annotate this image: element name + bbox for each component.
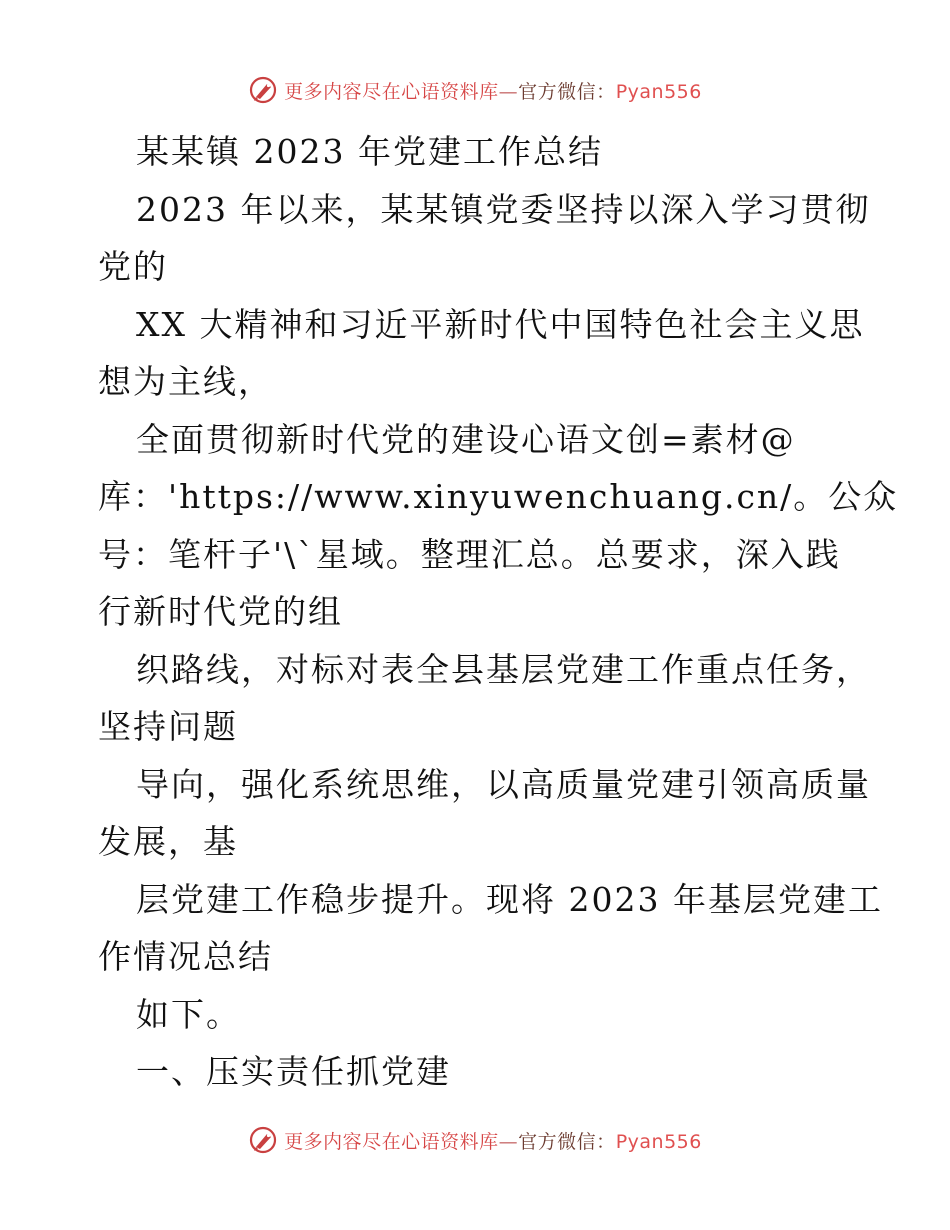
pen-nib-logo-icon [248, 1125, 278, 1155]
header-watermark [0, 70, 950, 110]
paragraph-line: 层党建工作稳步提升。现将 2023 年基层党建工 [136, 879, 883, 919]
paragraph-line: 想为主线， [98, 362, 273, 401]
paragraph-line: 全面贯彻新时代党的建设心语文创=素材@ [136, 419, 796, 459]
footer-watermark [0, 1120, 950, 1160]
paragraph-line: 号：笔杆子'\`星域。整理汇总。总要求，深入践 [98, 534, 841, 574]
paragraph-line: 导向，强化系统思维，以高质量党建引领高质量 [136, 764, 871, 804]
paragraph-line: 发展，基 [98, 822, 238, 861]
paragraph-line: 党的 [98, 247, 168, 286]
pen-nib-logo-icon [248, 75, 278, 105]
paragraph-line: 行新时代党的组 [98, 592, 343, 631]
watermark-text: 更多内容尽在心语资料库—官方微信：Pyan556 [284, 1130, 702, 1153]
section-heading: 一、压实责任抓党建 [136, 1052, 451, 1091]
paragraph-line: 2023 年以来，某某镇党委坚持以深入学习贯彻 [136, 189, 871, 229]
paragraph-line: 如下。 [136, 994, 241, 1034]
paragraph-line: 织路线，对标对表全县基层党建工作重点任务， [136, 649, 871, 689]
paragraph-line: 坚持问题 [98, 707, 238, 746]
document-body [98, 123, 899, 1101]
watermark-text: 更多内容尽在心语资料库—官方微信：Pyan556 [284, 80, 702, 103]
paragraph-line: 库：'https://www.xinyuwenchuang.cn/。公众 [98, 477, 899, 516]
paragraph-line: 作情况总结 [98, 937, 273, 976]
document-title: 某某镇 2023 年党建工作总结 [136, 132, 603, 171]
paragraph-line: XX 大精神和习近平新时代中国特色社会主义思 [136, 304, 865, 344]
